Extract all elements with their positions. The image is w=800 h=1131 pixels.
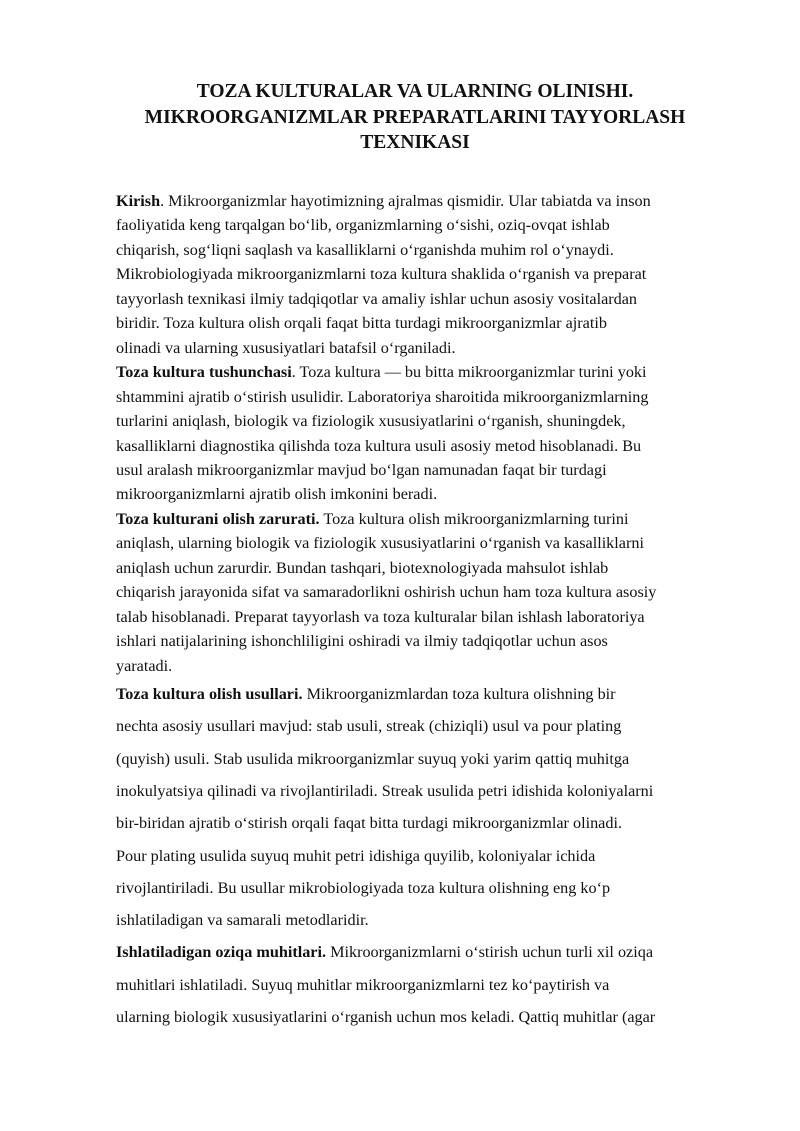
paragraph-line: talab hisoblanadi. Preparat tayyorlash va toza kulturalar bilan ishlash laboratoriya	[116, 607, 645, 626]
paragraph-line: shtammini ajratib o‘stirish usulidir. Laboratoriya sharoitida mikroorganizmlarning	[116, 387, 649, 406]
paragraph-line: chiqarish jarayonida sifat va samaradorlikni oshirish uchun ham toza kultura asosiy	[116, 583, 657, 602]
section-pure-culture-concept	[116, 360, 744, 507]
paragraph-line: nechta asosiy usullari mavjud: stab usuli, streak (chiziqli) usul va pour plating	[116, 717, 622, 736]
section-heading: Kirish	[116, 192, 161, 210]
section-methods	[116, 678, 744, 936]
document-body	[116, 189, 744, 1033]
paragraph-line: mikroorganizmlarni ajratib olish imkonini beradi.	[116, 485, 438, 504]
section-heading: Toza kultura tushunchasi	[116, 363, 292, 382]
title-line-1: TOZA KULTURALAR VA ULARNING OLINISHI.	[196, 81, 634, 102]
section-heading: Toza kulturani olish zarurati.	[116, 509, 320, 528]
paragraph-line: Toza kultura tushunchasi. Toza kultura — bu bitta mikroorganizmlar turini yoki	[116, 363, 647, 382]
document-title	[100, 79, 730, 156]
paragraph-line: inokulyatsiya qilinadi va rivojlantiriladi. Streak usulida petri idishida koloniyalarni	[116, 781, 654, 800]
paragraph-line: olinadi va ularning xususiyatlari batafsil o‘rganiladi.	[116, 338, 456, 357]
paragraph-line: turlarini aniqlash, biologik va fiziologik xususiyatlarini o‘rganish, shuningdek,	[116, 412, 626, 431]
paragraph-line: chiqarish, sog‘liqni saqlash va kasalliklarni o‘rganishda muhim rol o‘ynaydi.	[116, 240, 614, 259]
paragraph-line: Mikrobiologiyada mikroorganizmlarni toza kultura shaklida o‘rganish va preparat	[116, 265, 647, 284]
paragraph-line: tayyorlash texnikasi ilmiy tadqiqotlar va amaliy ishlar uchun asosiy vositalardan	[116, 289, 638, 308]
paragraph-line: usul aralash mikroorganizmlar mavjud bo‘lgan namunadan faqat bir turdagi	[116, 460, 607, 479]
section-necessity	[116, 507, 744, 678]
paragraph-line: Ishlatiladigan oziqa muhitlari. Mikroorganizmlarni o‘stirish uchun turli xil oziqa	[116, 943, 654, 962]
paragraph-line: aniqlash uchun zarurdir. Bundan tashqari, biotexnologiyada mahsulot ishlab	[116, 558, 609, 577]
section-nutrient-media	[116, 936, 744, 1033]
paragraph-line: kasalliklarni diagnostika qilishda toza kultura usuli asosiy metod hisoblanadi. Bu	[116, 436, 642, 455]
section-introduction	[116, 189, 744, 360]
paragraph-line: ularning biologik xususiyatlarini o‘rganish uchun mos keladi. Qattiq muhitlar (agar	[116, 1008, 656, 1027]
paragraph-line: ishlari natijalarining ishonchliligini oshiradi va ilmiy tadqiqotlar uchun asos	[116, 632, 608, 651]
paragraph-line: rivojlantiriladi. Bu usullar mikrobiologiyada toza kultura olishning eng ko‘p	[116, 878, 611, 897]
title-line-2: MIKROORGANIZMLAR PREPARATLARINI TAYYORLASH	[144, 106, 686, 128]
paragraph-line: Pour plating usulida suyuq muhit petri idishiga quyilib, koloniyalar ichida	[116, 846, 596, 865]
title-line-3: TEXNIKASI	[360, 132, 470, 153]
paragraph-line: bir-biridan ajratib o‘stirish orqali faqat bitta turdagi mikroorganizmlar olinadi.	[116, 814, 622, 833]
paragraph-line: ishlatiladigan va samarali metodlaridir.	[116, 911, 369, 930]
paragraph-line: biridir. Toza kultura olish orqali faqat bitta turdagi mikroorganizmlar ajratib	[116, 314, 607, 333]
paragraph-line: muhitlari ishlatiladi. Suyuq muhitlar mikroorganizmlarni tez ko‘paytirish va	[116, 975, 610, 994]
paragraph-line: Toza kulturani olish zarurati. Toza kultura olish mikroorganizmlarning turini	[116, 509, 629, 528]
section-heading: Ishlatiladigan oziqa muhitlari.	[116, 943, 327, 962]
paragraph-line: Kirish. Mikroorganizmlar hayotimizning ajralmas qismidir. Ular tabiatda va inson	[116, 192, 651, 210]
paragraph-line: (quyish) usuli. Stab usulida mikroorganizmlar suyuq yoki yarim qattiq muhitga	[116, 749, 630, 768]
paragraph-line: faoliyatida keng tarqalgan bo‘lib, organizmlarning o‘sishi, oziq-ovqat ishlab	[116, 216, 610, 235]
paragraph-line: aniqlash, ularning biologik va fiziologik xususiyatlarini o‘rganish va kasalliklarni	[116, 534, 644, 553]
paragraph-line: yaratadi.	[116, 656, 173, 675]
paragraph-line: Toza kultura olish usullari. Mikroorganizmlardan toza kultura olishning bir	[116, 685, 616, 704]
section-heading: Toza kultura olish usullari.	[116, 685, 303, 704]
